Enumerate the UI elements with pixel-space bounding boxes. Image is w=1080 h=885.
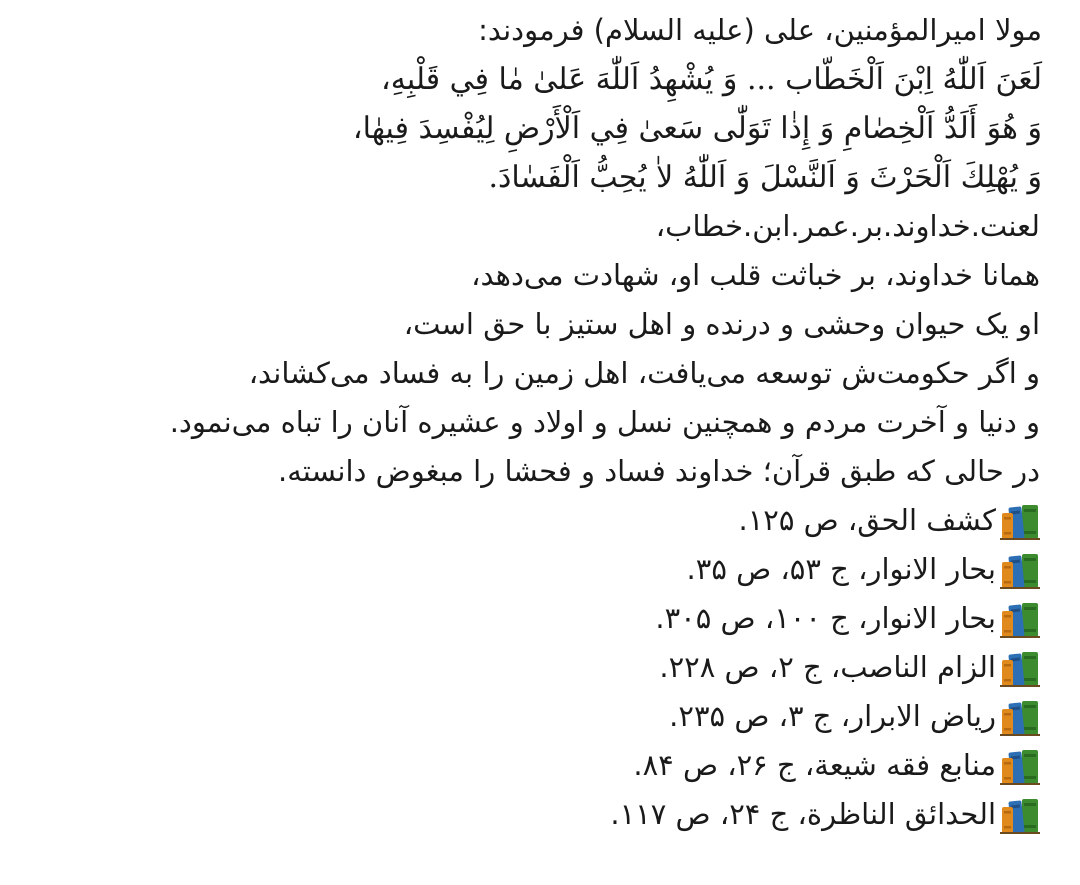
reference-item [32,496,1042,545]
reference-text: کشف الحق، ص ۱۲۵. [738,503,996,537]
reference-text: منابع فقه شیعة، ج ۲۶، ص ۸۴. [633,748,996,782]
books-icon [998,648,1042,688]
quran-line: وَ يُهْلِكَ اَلْحَرْثَ وَ اَلنَّسْلَ وَ اَللّٰهُ لاٰ يُحِبُّ اَلْفَسٰادَ. [488,160,1042,195]
books-icon [998,795,1042,835]
translation-line: لعنت.خداوند.بر.عمر.ابن.خطاب، [655,209,1040,243]
translation-line: در حالی که طبق قرآن؛ خداوند فساد و فحشا را مبغوض دانسته. [278,454,1040,488]
translation-line: او یک حیوان وحشی و درنده و اهل ستیز با حق است، [403,307,1040,341]
reference-text: بحار الانوار، ج ۱۰۰، ص ۳۰۵. [655,601,996,635]
intro-line: مولا امیرالمؤمنین، علی (علیه السلام) فرمودند: [478,13,1042,47]
quran-verse [32,55,1042,202]
reference-item [32,643,1042,692]
books-icon [998,550,1042,590]
references-list [32,496,1042,839]
quran-line: وَ هُوَ أَلَدُّ اَلْخِصٰامِ وَ إِذٰا تَوَلّٰى سَعىٰ فِي اَلْأَرْضِ لِيُفْسِدَ فِيهٰا، [352,111,1042,146]
reference-item [32,741,1042,790]
reference-text: بحار الانوار، ج ۵۳، ص ۳۵. [686,552,996,586]
books-icon [998,599,1042,639]
reference-item [32,545,1042,594]
books-icon [998,501,1042,541]
reference-text: الحدائق الناظرة، ج ۲۴، ص ۱۱۷. [610,797,996,831]
translation-line: و دنیا و آخرت مردم و همچنین نسل و اولاد و عشیره آنان را تباه می‌نمود. [169,405,1040,439]
translation-line: همانا خداوند، بر خباثت قلب او، شهادت می‌دهد، [471,258,1040,292]
reference-text: ریاض الابرار، ج ۳، ص ۲۳۵. [669,699,996,733]
reference-item [32,790,1042,839]
reference-text: الزام الناصب، ج ۲، ص ۲۲۸. [659,650,996,684]
translation-line: و اگر حکومت‌ش توسعه می‌یافت، اهل زمین را به فساد می‌کشاند، [248,356,1040,390]
document [32,6,1042,839]
books-icon [998,746,1042,786]
quran-line: لَعَنَ اَللّٰهُ اِبْنَ اَلْخَطّاب ... وَ یُشْهِدُ اَللّٰهَ عَلىٰ مٰا فِي قَلْبِهِ، [381,62,1042,97]
reference-item [32,692,1042,741]
translation [32,202,1042,496]
books-icon [998,697,1042,737]
reference-item [32,594,1042,643]
